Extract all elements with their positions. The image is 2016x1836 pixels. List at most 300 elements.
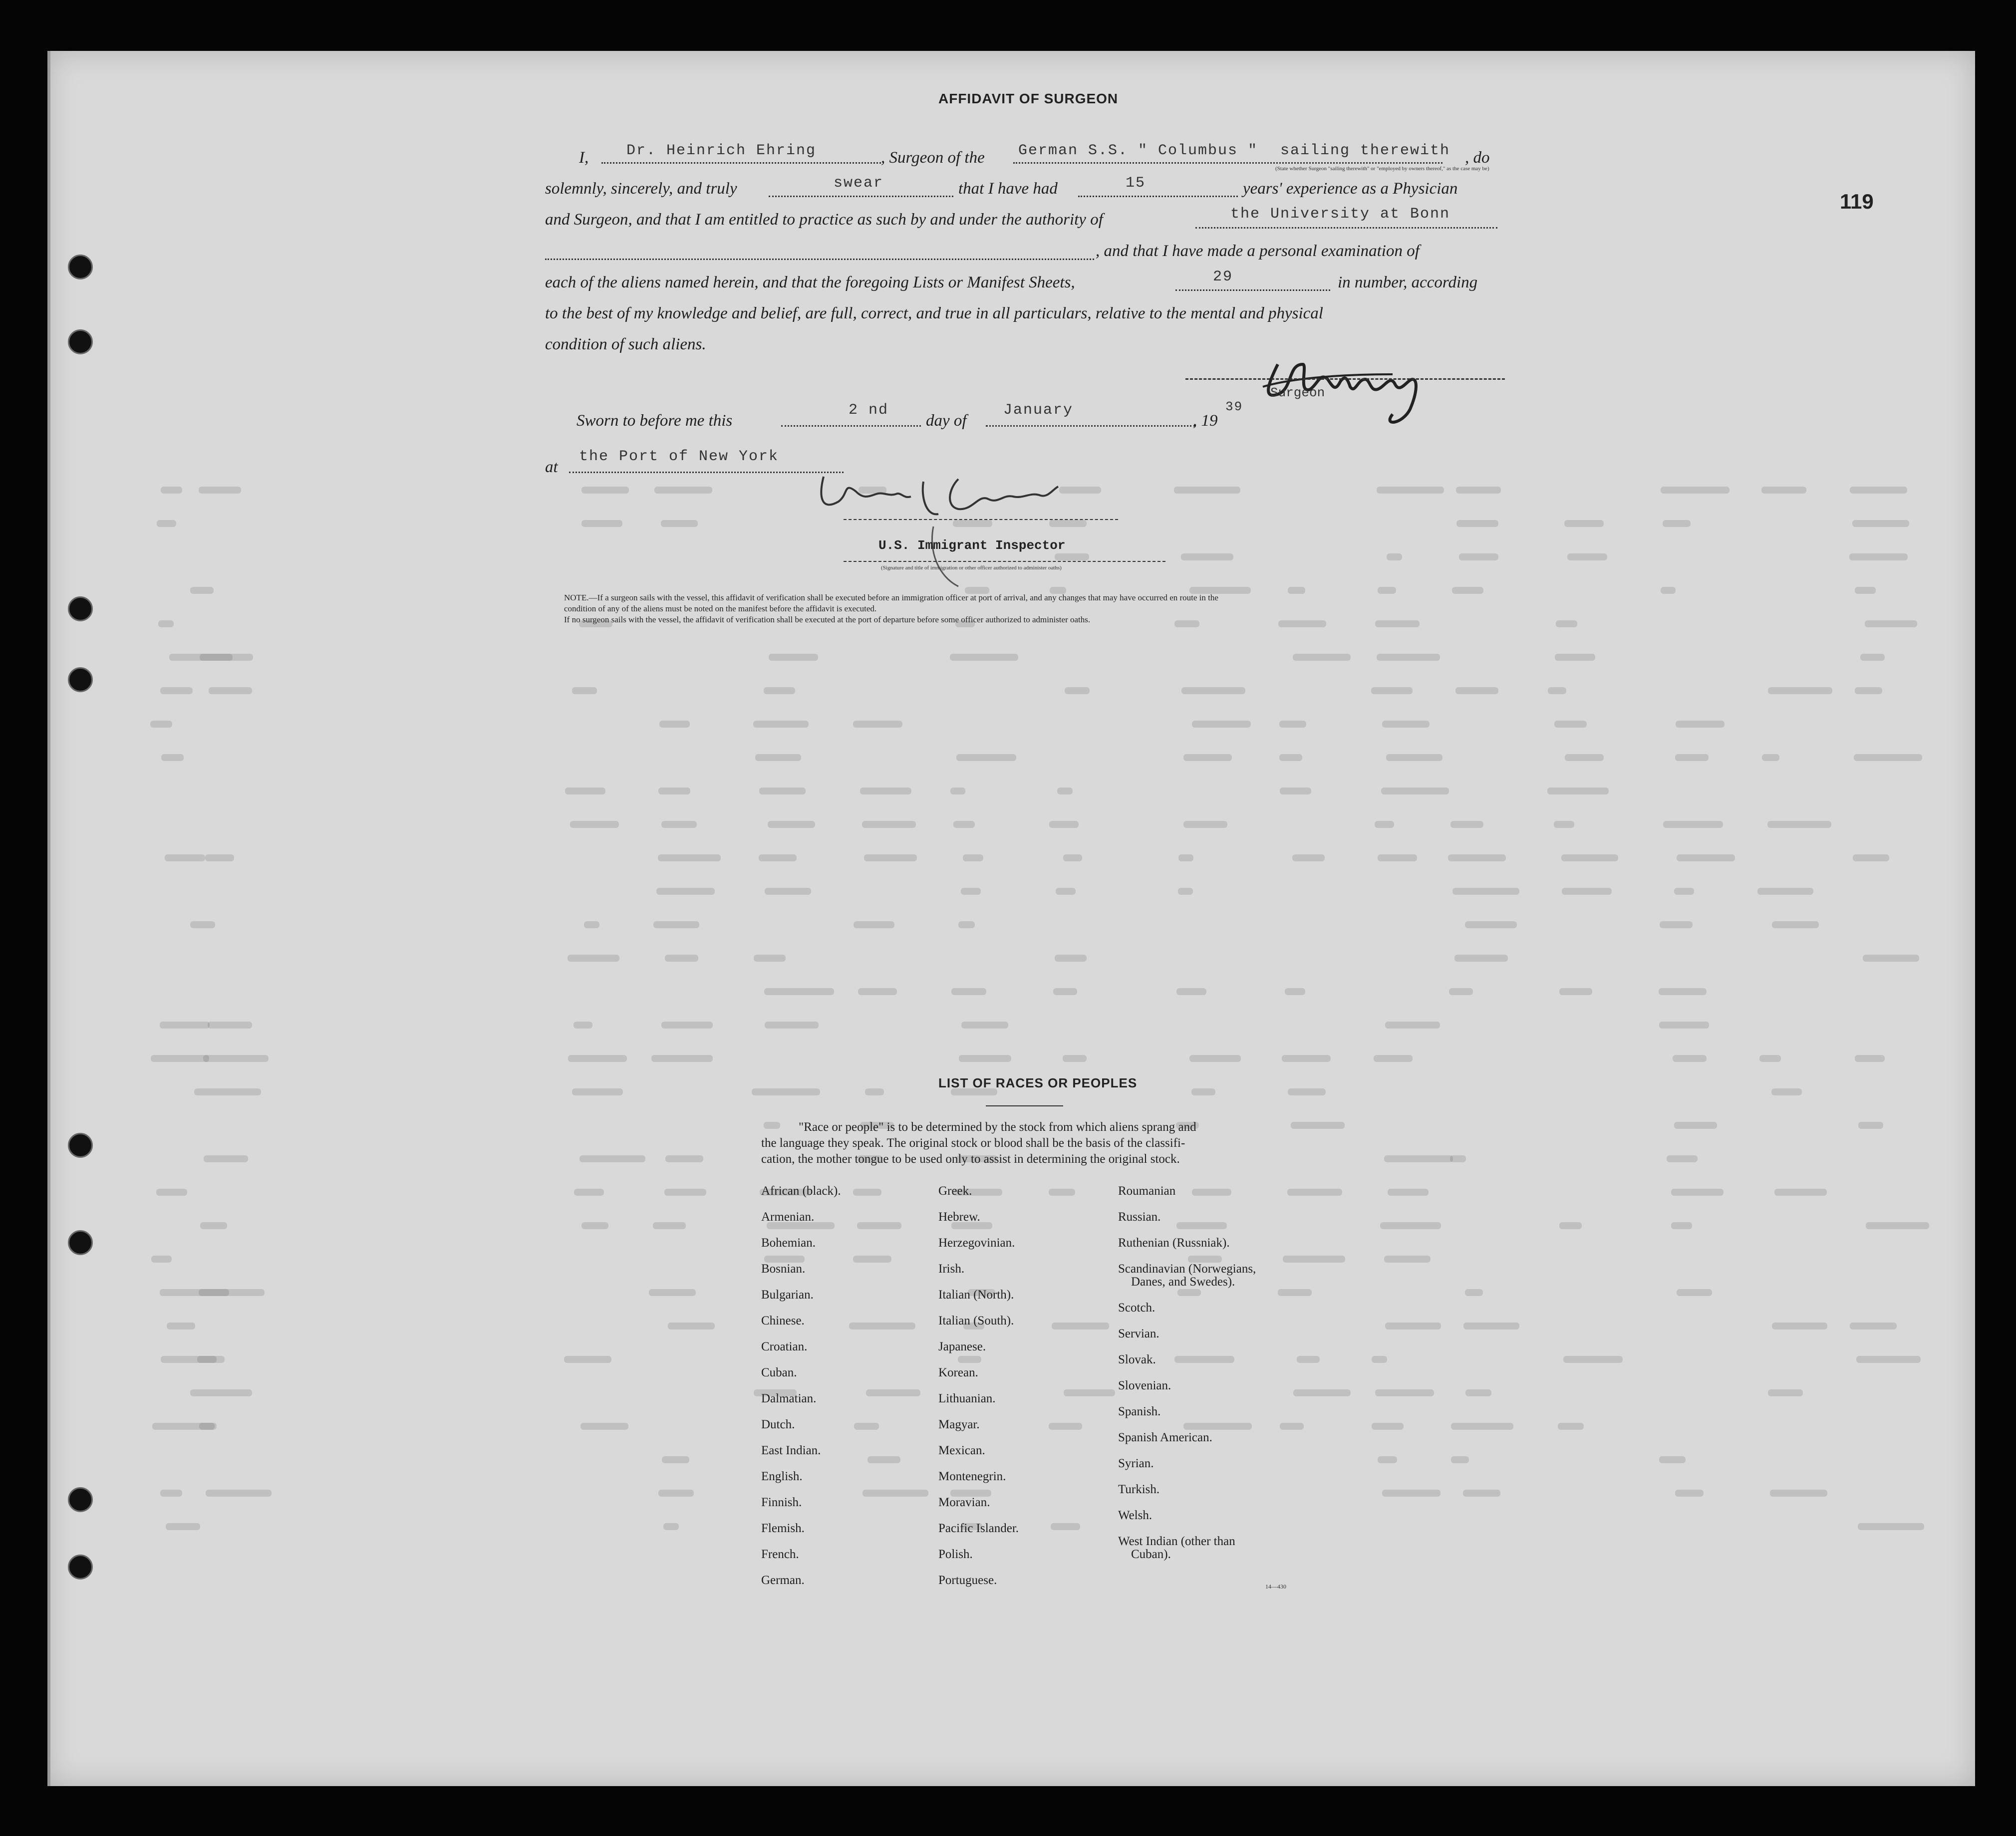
bleed-mark	[1675, 1490, 1704, 1497]
line7: condition of such aliens.	[545, 335, 706, 353]
binder-hole	[68, 1133, 93, 1158]
bleed-mark	[764, 687, 796, 694]
bleed-mark	[580, 1423, 628, 1430]
bleed-mark	[654, 487, 712, 494]
sworn-year: 39	[1225, 399, 1243, 414]
races-intro-3: cation, the mother tongue to be used only to assist in determining the original stock.	[761, 1152, 1180, 1166]
bleed-mark	[1385, 1022, 1440, 1029]
bleed-mark	[579, 1155, 645, 1162]
bleed-mark	[1854, 754, 1923, 761]
bleed-mark	[651, 1055, 713, 1062]
page-edge	[47, 51, 50, 1786]
bleed-mark	[1554, 821, 1574, 828]
bleed-mark	[1188, 1256, 1222, 1263]
bleed-mark	[1384, 1256, 1431, 1263]
bleed-mark	[1771, 1088, 1801, 1095]
bleed-mark	[1178, 888, 1193, 895]
bleed-mark	[1659, 1022, 1709, 1029]
bleed-mark	[581, 520, 622, 527]
bleed-mark	[1456, 520, 1499, 527]
bleed-mark	[764, 1122, 780, 1129]
surgeon-name-line	[601, 162, 881, 164]
race-item: Roumanian	[1118, 1184, 1176, 1198]
bleed-mark	[1375, 620, 1420, 627]
race-item: Slovenian.	[1118, 1379, 1171, 1392]
surgeon-name: Dr. Heinrich Ehring	[626, 142, 817, 159]
bleed-mark	[1055, 955, 1087, 962]
race-item: Syrian.	[1118, 1457, 1154, 1470]
bleed-mark	[165, 854, 205, 861]
oath-type: swear	[834, 175, 884, 192]
bleed-mark	[765, 888, 811, 895]
race-item: Mexican.	[938, 1444, 985, 1457]
bleed-mark	[961, 1022, 1008, 1029]
bleed-mark	[1384, 1155, 1452, 1162]
bleed-mark	[199, 1289, 265, 1296]
race-item: Magyar.	[938, 1418, 980, 1431]
bleed-mark	[1555, 654, 1595, 661]
bleed-mark	[1855, 1055, 1885, 1062]
bleed-mark	[151, 1055, 209, 1062]
race-item: Slovak.	[1118, 1353, 1156, 1366]
sworn-day-line	[781, 425, 921, 427]
bleed-mark	[769, 654, 819, 661]
bleed-mark	[1465, 921, 1516, 928]
sworn-text: Sworn to before me this	[576, 412, 733, 430]
race-item: Pacific Islander.	[938, 1522, 1019, 1535]
page-number: 119	[1840, 190, 1874, 213]
bleed-mark	[190, 1389, 252, 1396]
note-line-3: If no surgeon sails with the vessel, the affidavit of verification shall be executed at the port of departure before some officer authorized to administer oaths.	[564, 615, 1091, 624]
sheets-count: 29	[1213, 268, 1233, 285]
bleed-mark	[1288, 1088, 1325, 1095]
bleed-mark	[963, 854, 983, 861]
line3-text: and Surgeon, and that I am entitled to practice as such by and under the authority of	[545, 211, 1103, 229]
bleed-mark	[959, 1055, 1011, 1062]
bleed-mark	[864, 854, 917, 861]
surgeon-signature-line	[1185, 378, 1505, 380]
race-item: Welsh.	[1118, 1509, 1152, 1522]
bleed-mark	[961, 888, 981, 895]
bleed-mark	[1183, 1423, 1252, 1430]
bleed-mark	[1381, 787, 1449, 794]
bleed-mark	[866, 1389, 920, 1396]
sworn-day-of: day of	[926, 412, 967, 430]
inspector-signature	[809, 467, 1078, 596]
bleed-mark	[1372, 1356, 1387, 1363]
race-item: English.	[761, 1470, 803, 1483]
bleed-mark	[1565, 754, 1604, 761]
bleed-mark	[1053, 988, 1077, 995]
bleed-mark	[1673, 1055, 1707, 1062]
bleed-mark	[1548, 687, 1566, 694]
bleed-mark	[1177, 1289, 1201, 1296]
bleed-mark	[199, 1423, 215, 1430]
at-label: at	[545, 458, 558, 476]
bleed-mark	[754, 955, 786, 962]
bleed-mark	[863, 1490, 928, 1497]
bleed-mark	[1449, 988, 1473, 995]
bleed-mark	[1176, 988, 1206, 995]
bleed-mark	[156, 1189, 187, 1196]
bleed-mark	[1863, 955, 1919, 962]
bleed-mark	[1676, 721, 1725, 728]
sworn-month: January	[1003, 402, 1074, 419]
sworn-year-prefix: , 19	[1193, 412, 1218, 430]
bleed-mark	[1450, 821, 1483, 828]
ship-note: (State whether Surgeon "sailing therewith" or "employed by owners thereof," as the case may be)	[1275, 166, 1489, 172]
bleed-mark	[1377, 487, 1444, 494]
line6: to the best of my knowledge and belief, are full, correct, and true in all particulars, relative to the mental and physical	[545, 304, 1323, 322]
bleed-mark	[1371, 687, 1413, 694]
years-line	[1078, 196, 1238, 197]
bleed-mark	[1174, 1356, 1234, 1363]
bleed-mark	[854, 1423, 879, 1430]
bleed-mark	[765, 1022, 819, 1029]
race-item: Finnish.	[761, 1496, 802, 1509]
bleed-mark	[1293, 654, 1351, 661]
bleed-mark	[860, 787, 911, 794]
race-item: Cuban.	[761, 1366, 797, 1379]
bleed-mark	[1292, 854, 1325, 861]
bleed-mark	[1279, 721, 1306, 728]
bleed-mark	[1559, 1222, 1582, 1229]
bleed-mark	[581, 1222, 609, 1229]
at-place: the Port of New York	[579, 448, 779, 465]
race-item: Moravian.	[938, 1496, 990, 1509]
bleed-mark	[1372, 1423, 1404, 1430]
bleed-mark	[1459, 553, 1498, 560]
bleed-mark	[1561, 854, 1618, 861]
bleed-mark	[565, 787, 605, 794]
race-item: Chinese.	[761, 1314, 805, 1327]
bleed-mark	[1297, 1356, 1320, 1363]
bleed-mark	[151, 1256, 172, 1263]
bleed-mark	[160, 687, 193, 694]
bleed-mark	[1768, 1389, 1803, 1396]
bleed-mark	[1465, 1289, 1482, 1296]
bleed-mark	[1852, 520, 1909, 527]
bleed-mark	[167, 1322, 196, 1329]
bleed-mark	[1291, 1122, 1345, 1129]
line1-surgeon-of: , Surgeon of the	[881, 149, 985, 167]
bleed-mark	[663, 1523, 679, 1530]
bleed-mark	[1855, 587, 1876, 594]
bleed-mark	[958, 921, 975, 928]
form-code: 14—430	[1265, 1583, 1286, 1590]
note-line-2: condition of any of the aliens must be noted on the manifest before the affidavit is executed.	[564, 604, 877, 613]
bleed-mark	[662, 1456, 689, 1463]
race-item: Polish.	[938, 1548, 973, 1561]
bleed-mark	[1757, 888, 1813, 895]
ship-name: German S.S. " Columbus "	[1018, 142, 1258, 159]
race-item: Portuguese.	[938, 1574, 997, 1587]
bleed-mark	[1770, 1490, 1827, 1497]
race-item: Irish.	[938, 1262, 965, 1276]
bleed-mark	[1452, 587, 1483, 594]
bleed-mark	[1382, 1490, 1440, 1497]
bleed-mark	[160, 1022, 210, 1029]
bleed-mark	[1674, 888, 1694, 895]
bleed-mark	[1049, 821, 1078, 828]
bleed-mark	[1677, 1289, 1712, 1296]
bleed-mark	[1663, 520, 1691, 527]
years-experience: 15	[1126, 175, 1146, 192]
bleed-mark	[858, 988, 897, 995]
bleed-mark	[1378, 587, 1396, 594]
inspector-signature-line	[844, 519, 1118, 520]
bleed-mark	[1448, 854, 1506, 861]
bleed-mark	[166, 1523, 200, 1530]
bleed-mark	[572, 1088, 623, 1095]
race-item: Spanish.	[1118, 1405, 1161, 1418]
bleed-mark	[1052, 1322, 1109, 1329]
bleed-mark	[951, 988, 986, 995]
bleed-mark	[1567, 553, 1607, 560]
bleed-mark	[1865, 620, 1917, 627]
bleed-mark	[1853, 854, 1889, 861]
bleed-mark	[1663, 821, 1723, 828]
bleed-mark	[1280, 787, 1312, 794]
race-item: Herzegovinian.	[938, 1236, 1015, 1250]
bleed-mark	[1860, 654, 1885, 661]
bleed-mark	[205, 854, 234, 861]
bleed-mark	[759, 854, 797, 861]
sworn-day: 2 nd	[849, 402, 889, 419]
race-item: Croatian.	[761, 1340, 808, 1353]
affidavit-title: AFFIDAVIT OF SURGEON	[938, 91, 1119, 106]
bleed-mark	[1554, 721, 1587, 728]
bleed-mark	[161, 754, 184, 761]
bleed-mark	[665, 955, 699, 962]
races-intro-1: "Race or people" is to be determined by the stock from which aliens sprang and	[799, 1120, 1196, 1134]
bleed-mark	[1659, 988, 1707, 995]
bleed-mark	[574, 1022, 592, 1029]
bleed-mark	[1661, 587, 1676, 594]
bleed-mark	[1671, 1189, 1723, 1196]
bleed-mark	[853, 1189, 881, 1196]
bleed-mark	[150, 721, 172, 728]
race-item: Japanese.	[938, 1340, 986, 1353]
bleed-mark	[200, 1222, 228, 1229]
race-item: Hebrew.	[938, 1210, 980, 1224]
bleed-mark	[1278, 620, 1326, 627]
bleed-mark	[950, 654, 1018, 661]
bleed-mark	[1556, 620, 1577, 627]
races-intro-2: the language they speak. The original stock or blood shall be the basis of the classifi-	[761, 1136, 1185, 1150]
bleed-mark	[1659, 1456, 1686, 1463]
bleed-mark	[953, 821, 975, 828]
bleed-mark	[570, 821, 619, 828]
line2-solemnly: solemnly, sincerely, and truly	[545, 180, 737, 198]
bleed-mark	[1380, 1222, 1440, 1229]
bleed-mark	[753, 721, 809, 728]
bleed-mark	[1767, 821, 1831, 828]
race-item: Greek.	[938, 1184, 972, 1198]
bleed-mark	[1293, 1389, 1351, 1396]
bleed-mark	[1283, 1256, 1345, 1263]
race-item: Korean.	[938, 1366, 978, 1379]
bleed-mark	[658, 854, 720, 861]
bleed-mark	[1850, 1322, 1897, 1329]
race-item: West Indian (other than	[1118, 1535, 1235, 1548]
bleed-mark	[1178, 854, 1193, 861]
race-item: Bulgarian.	[761, 1288, 814, 1302]
bleed-mark	[764, 988, 834, 995]
race-item: Bohemian.	[761, 1236, 816, 1250]
bleed-mark	[1388, 1189, 1429, 1196]
bleed-mark	[199, 487, 242, 494]
bleed-mark	[1858, 1523, 1924, 1530]
bleed-mark	[572, 687, 597, 694]
bleed-mark	[1671, 1222, 1693, 1229]
bleed-mark	[203, 1055, 269, 1062]
bleed-mark	[574, 1189, 604, 1196]
bleed-mark	[1287, 1189, 1342, 1196]
bleed-mark	[1280, 1423, 1303, 1430]
inspector-title-line	[844, 561, 1165, 562]
bleed-mark	[1288, 587, 1306, 594]
bleed-mark	[1176, 1222, 1227, 1229]
race-item: Italian (South).	[938, 1314, 1014, 1327]
authority: the University at Bonn	[1230, 206, 1450, 223]
line2-had: that I have had	[958, 180, 1058, 198]
bleed-mark	[1562, 888, 1612, 895]
bleed-mark	[1463, 1322, 1519, 1329]
race-item: Turkish.	[1118, 1483, 1160, 1496]
race-item: Bosnian.	[761, 1262, 806, 1276]
bleed-mark	[1192, 1189, 1231, 1196]
bleed-mark	[158, 620, 174, 627]
line1-do: , do	[1465, 149, 1490, 167]
bleed-mark	[1774, 1189, 1827, 1196]
race-item: Ruthenian (Russniak).	[1118, 1236, 1230, 1250]
bleed-mark	[854, 921, 894, 928]
bleed-mark	[1465, 1389, 1491, 1396]
bleed-mark	[958, 1356, 981, 1363]
bleed-mark	[658, 1490, 694, 1497]
bleed-mark	[1386, 754, 1442, 761]
bleed-mark	[1181, 553, 1233, 560]
note-line-1: NOTE.—If a surgeon sails with the vessel, this affidavit of verification shall be executed before an immigration officer at port of arrival, and any changes that may have occurred en route in the	[564, 593, 1218, 602]
bleed-mark	[206, 1490, 272, 1497]
bleed-mark	[584, 921, 600, 928]
bleed-mark	[1183, 821, 1227, 828]
bleed-mark	[658, 787, 690, 794]
line1-i: I,	[579, 149, 589, 167]
race-item: Italian (North).	[938, 1288, 1014, 1302]
race-item: Lithuanian.	[938, 1392, 996, 1405]
race-item: Flemish.	[761, 1522, 805, 1535]
race-item: Spanish American.	[1118, 1431, 1212, 1444]
bleed-mark	[1661, 487, 1729, 494]
bleed-mark	[200, 654, 253, 661]
sheets-line	[1175, 289, 1330, 291]
bleed-mark	[1451, 1456, 1469, 1463]
bleed-mark	[190, 921, 215, 928]
bleed-mark	[1065, 687, 1090, 694]
binder-hole	[68, 255, 93, 279]
oath-line	[769, 196, 953, 197]
bleed-mark	[1375, 821, 1394, 828]
bleed-mark	[1051, 1523, 1081, 1530]
bleed-mark	[653, 921, 699, 928]
authority-line	[1195, 227, 1497, 229]
bleed-mark	[1063, 854, 1082, 861]
bleed-mark	[1858, 1122, 1883, 1129]
bleed-mark	[1677, 854, 1735, 861]
race-item: Scandinavian (Norwegians,	[1118, 1262, 1256, 1276]
binder-hole	[68, 1555, 93, 1579]
bleed-mark	[1174, 487, 1240, 494]
bleed-mark	[204, 1155, 248, 1162]
line5-after: in number, according	[1338, 273, 1478, 291]
bleed-mark	[1278, 1289, 1311, 1296]
bleed-mark	[197, 1356, 217, 1363]
bleed-mark	[160, 1490, 183, 1497]
bleed-mark	[1675, 754, 1709, 761]
bleed-mark	[1856, 1356, 1920, 1363]
inspector-note: (Signature and title of immigration or other officer authorized to administer oaths)	[881, 565, 1062, 571]
bleed-mark	[1387, 553, 1402, 560]
binder-hole	[68, 329, 93, 354]
bleed-mark	[161, 487, 182, 494]
bleed-mark	[1049, 1189, 1075, 1196]
race-item: Russian.	[1118, 1210, 1161, 1224]
race-item: Dutch.	[761, 1418, 795, 1431]
bleed-mark	[656, 888, 715, 895]
bleed-mark	[1377, 654, 1440, 661]
binder-hole	[68, 596, 93, 621]
bleed-mark	[1279, 754, 1302, 761]
bleed-mark	[1192, 721, 1251, 728]
binder-hole	[68, 1230, 93, 1255]
inspector-title: U.S. Immigrant Inspector	[878, 538, 1066, 553]
bleed-mark	[1667, 1155, 1698, 1162]
sailing-status: sailing therewith	[1280, 142, 1450, 159]
bleed-mark	[849, 1322, 915, 1329]
bleed-mark	[956, 754, 1017, 761]
bleed-mark	[1454, 955, 1508, 962]
bleed-mark	[649, 1289, 696, 1296]
bleed-mark	[1057, 787, 1072, 794]
bleed-mark	[581, 487, 629, 494]
bleed-mark	[764, 1256, 804, 1263]
bleed-mark	[1564, 520, 1604, 527]
bleed-mark	[1452, 888, 1519, 895]
ship-line	[1013, 162, 1442, 164]
surgeon-label: Surgeon	[1270, 385, 1325, 400]
bleed-mark	[653, 1222, 686, 1229]
bleed-mark	[1559, 988, 1592, 995]
bleed-mark	[1064, 1389, 1115, 1396]
bleed-mark	[1762, 754, 1780, 761]
bleed-mark	[1761, 487, 1806, 494]
bleed-mark	[1455, 687, 1498, 694]
bleed-mark	[1451, 1423, 1513, 1430]
bleed-mark	[1772, 921, 1819, 928]
race-item: Dalmatian.	[761, 1392, 817, 1405]
bleed-mark	[865, 1088, 884, 1095]
bleed-mark	[568, 955, 619, 962]
bleed-mark	[768, 821, 816, 828]
bleed-mark	[1063, 1055, 1087, 1062]
bleed-mark	[862, 821, 916, 828]
bleed-mark	[564, 1356, 611, 1363]
bleed-mark	[1547, 787, 1609, 794]
bleed-mark	[853, 1256, 891, 1263]
bleed-mark	[1374, 1055, 1412, 1062]
